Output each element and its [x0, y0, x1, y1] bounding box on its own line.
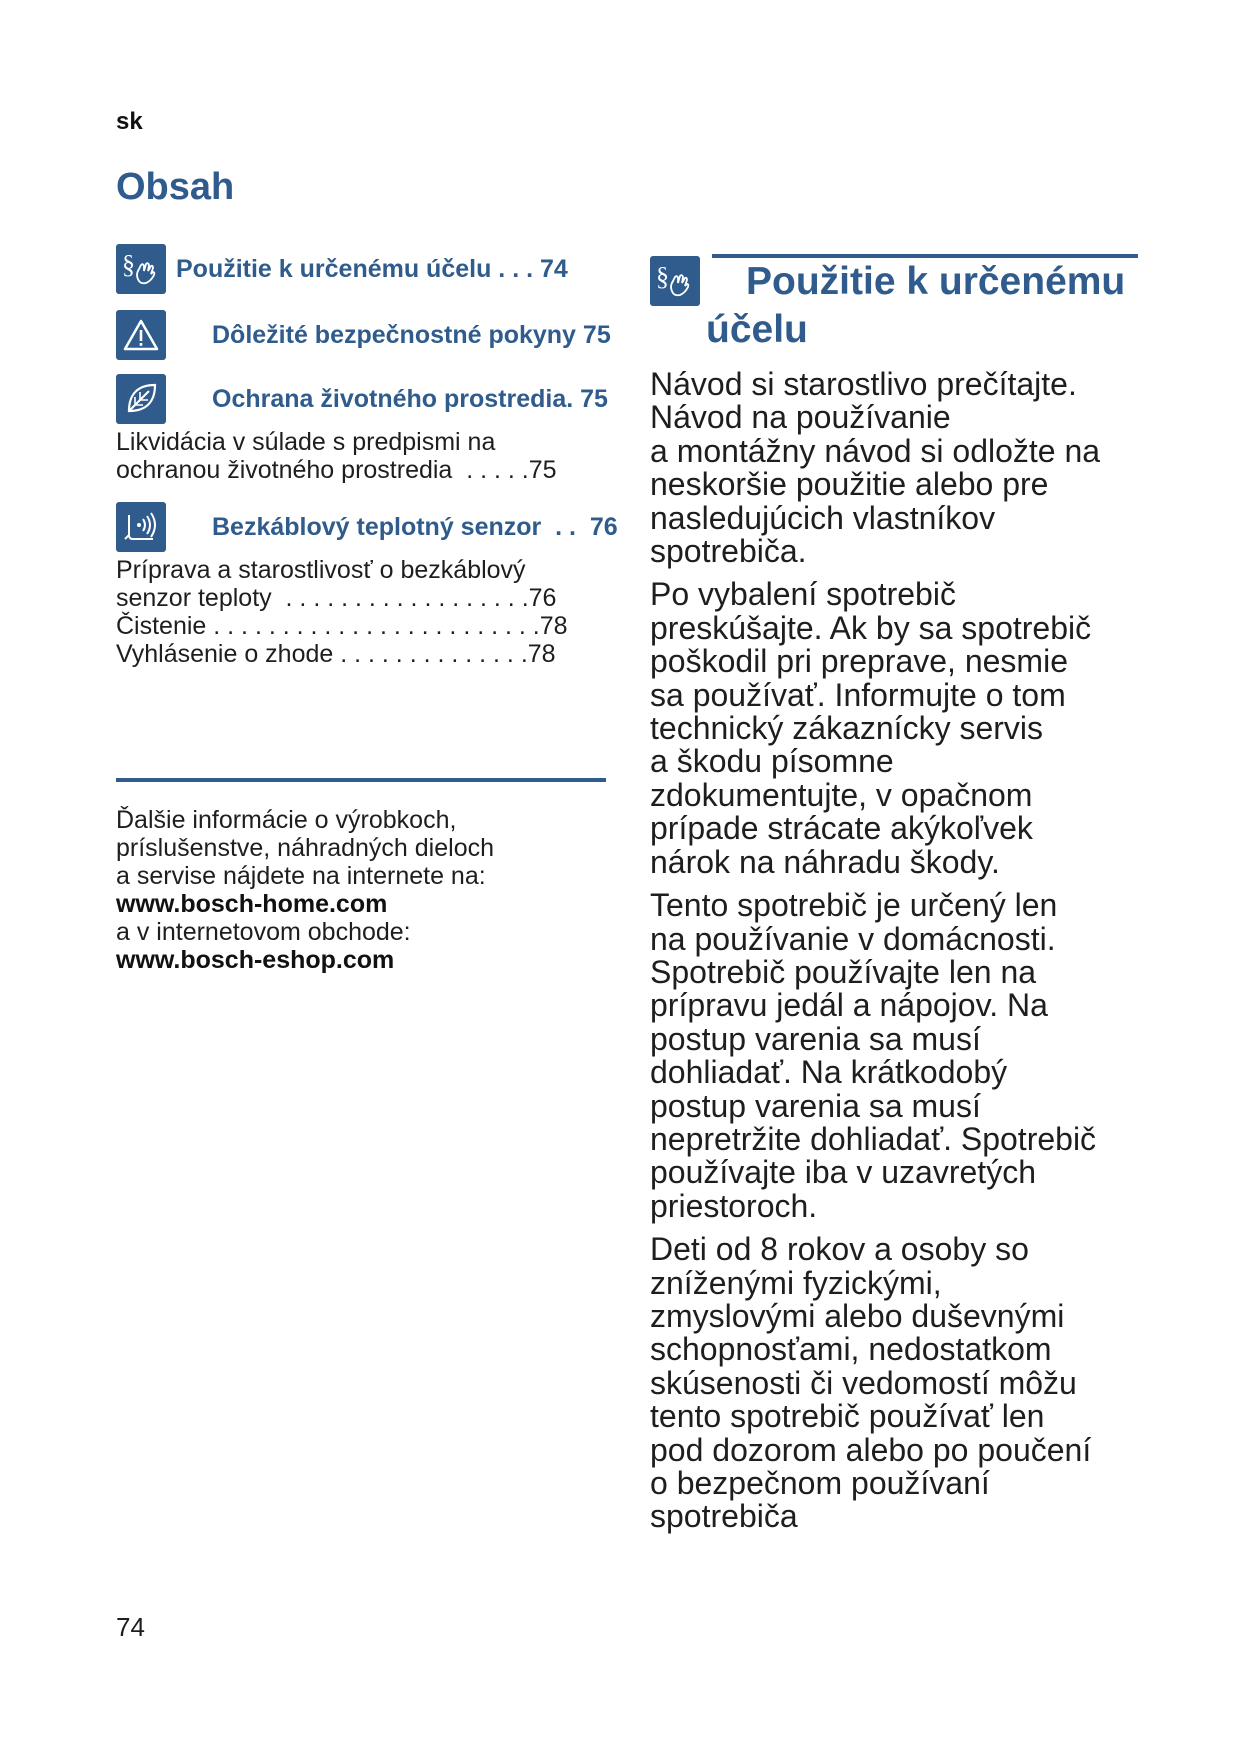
page-number: 74 — [116, 1612, 145, 1642]
section-body — [650, 368, 1145, 1544]
info-block — [116, 806, 494, 974]
divider — [116, 778, 606, 782]
paragraph: Deti od 8 rokov a osoby so zníženými fyzickými, zmyslovými alebo duševnými schopnosťami, nedostatkom skúsenosti či vedomostí môžu tento spotrebič používať len pod dozorom alebo po poučení o bezpečnom používaní spotrebiča — [650, 1231, 1092, 1535]
section-heading-line: účelu — [706, 308, 808, 351]
toc-item-intended-use[interactable] — [116, 244, 568, 294]
info-line: a v internetovom obchode: — [116, 918, 411, 946]
svg-text:§: § — [122, 250, 135, 279]
eshop-link[interactable]: www.bosch-eshop.com — [116, 946, 395, 974]
leaf-icon — [116, 374, 166, 424]
toc-subitem[interactable]: ochranou životného prostredia . . . . .75 — [116, 456, 557, 484]
toc-subitem[interactable]: Vyhlásenie o zhode . . . . . . . . . . . . . .78 — [116, 640, 556, 668]
info-line: a servise nájdete na internete na: — [116, 862, 486, 890]
wireless-sensor-icon — [116, 502, 166, 552]
paragraph: Po vybalení spotrebič preskúšajte. Ak by sa spotrebič poškodil pri preprave, nesmie sa používať. Informujte o tom technický zákaznícky servis a škodu písomne zdokumentujte, v opačnom prípade strácate akýkoľvek nárok na náhradu škody. — [650, 576, 1092, 880]
toc-subitem[interactable]: Likvidácia v súlade s predpismi na — [116, 428, 496, 456]
info-line: Ďalšie informácie o výrobkoch, — [116, 806, 457, 834]
paragraph: Návod si starostlivo prečítajte. Návod na používanie a montážny návod si odložte na neskoršie použitie alebo pre nasledujúcich vlastníkov spotrebiča. — [650, 366, 1101, 570]
warning-triangle-icon — [116, 310, 166, 360]
toc-item-safety[interactable] — [116, 310, 611, 360]
toc-subitem[interactable]: senzor teploty . . . . . . . . . . . . . . . . . .76 — [116, 584, 557, 612]
toc-title: Ochrana životného prostredia. 75 — [212, 384, 608, 413]
section-heading — [650, 258, 1125, 354]
toc-title: Bezkáblový teplotný senzor . . 76 — [212, 512, 618, 541]
website-link[interactable]: www.bosch-home.com — [116, 890, 388, 918]
toc-subitem[interactable]: Čistenie . . . . . . . . . . . . . . . . . . . . . . . .78 — [116, 612, 568, 640]
section-heading-line: Použitie k určenému — [746, 260, 1126, 303]
toc-title: Dôležité bezpečnostné pokyny 75 — [212, 320, 611, 349]
paragraph-hand-icon — [116, 244, 166, 294]
toc-item-sensor[interactable] — [116, 502, 618, 552]
toc-subitem[interactable]: Príprava a starostlivosť o bezkáblový — [116, 556, 526, 584]
paragraph: Tento spotrebič je určený len na používanie v domácnosti. Spotrebič používajte len na prípravu jedál a nápojov. Na postup varenia sa musí dohliadať. Na krátkodobý postup varenia sa musí nepretržite dohliadať. Spotrebič používajte iba v uzavretých priestoroch. — [650, 887, 1097, 1224]
toc-item-environment[interactable] — [116, 374, 608, 424]
language-code: sk — [116, 108, 143, 135]
page-title: Obsah — [116, 166, 235, 208]
svg-text:§: § — [656, 262, 669, 291]
info-line: príslušenstve, náhradných dieloch — [116, 834, 495, 862]
toc-title: Použitie k určenému účelu . . . 74 — [176, 254, 568, 283]
